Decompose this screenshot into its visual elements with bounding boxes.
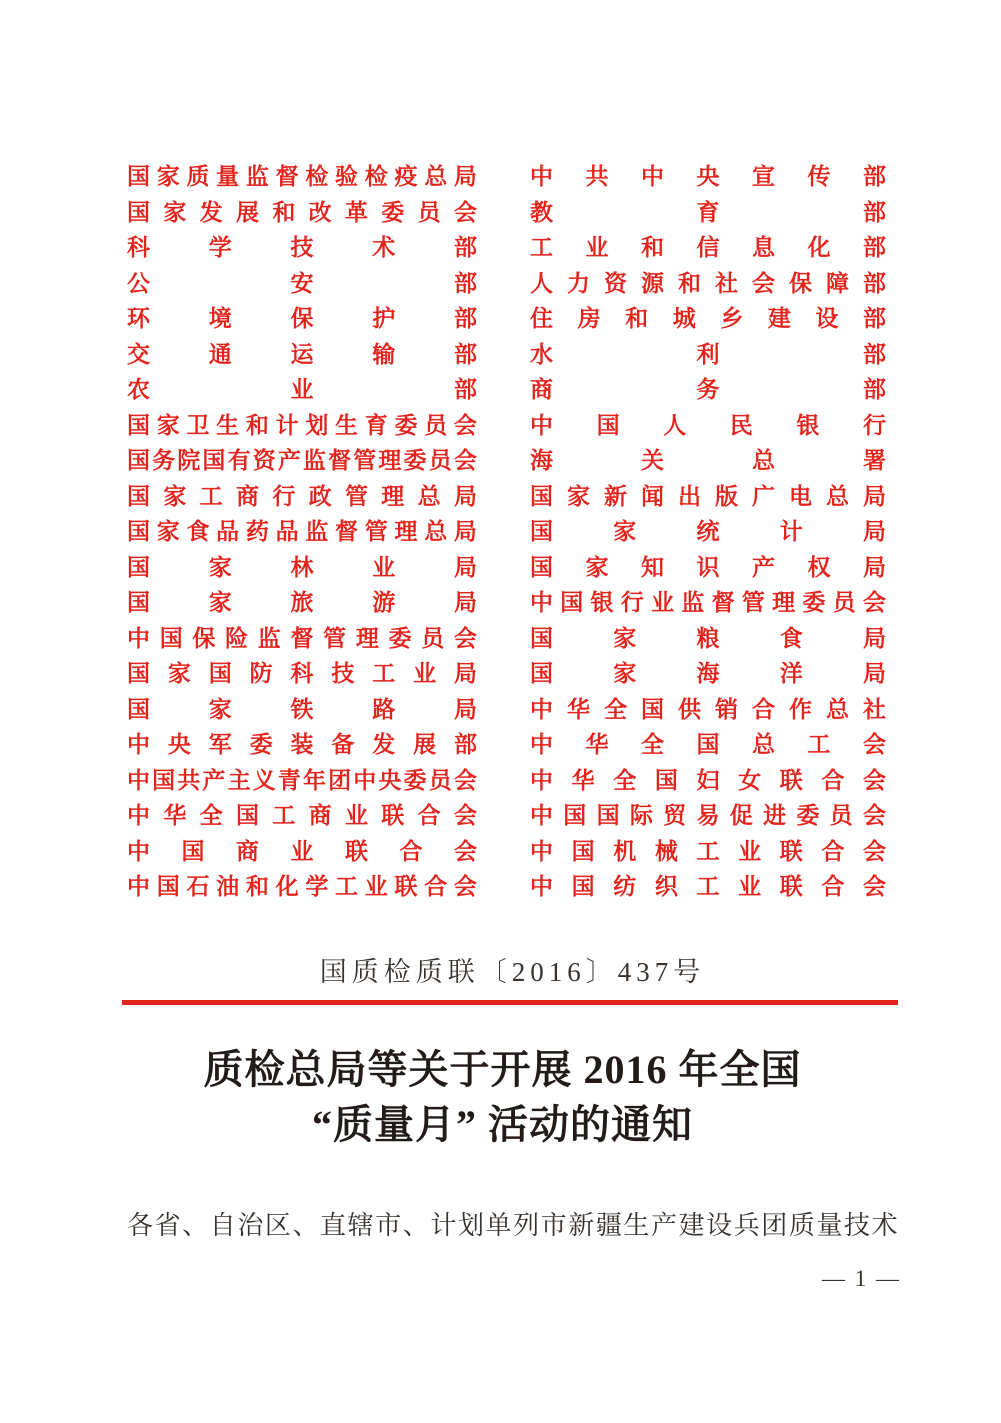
issuer-name: 中 华 全 国 总 工 会 <box>530 732 886 758</box>
page-number: — 1 — <box>822 1266 901 1291</box>
document-title-line2: “质量月” 活动的通知 <box>312 1102 693 1147</box>
issuer-name: 国 家 卫 生 和 计 划 生 育 委 员 会 <box>127 412 477 438</box>
issuer-name: 中 国 人 民 银 行 <box>530 412 886 438</box>
issuer-name: 中 华 全 国 工 商 业 联 合 会 <box>127 803 477 829</box>
issuer-name: 国 家 发 展 和 改 革 委 员 会 <box>127 199 477 225</box>
issuer-name: 国 家 铁 路 局 <box>127 696 477 722</box>
issuer-name: 中 国 机 械 工 业 联 合 会 <box>530 838 886 864</box>
issuer-name: 国 家 国 防 科 技 工 业 局 <box>127 661 477 687</box>
issuer-name: 国 家 林 业 局 <box>127 554 477 580</box>
issuer-name: 公 安 部 <box>127 270 477 296</box>
document-title-line1: 质检总局等关于开展 2016 年全国 <box>203 1047 802 1092</box>
issuer-name: 水 利 部 <box>530 341 886 367</box>
red-separator-rule <box>122 1000 898 1005</box>
issuer-name: 国 家 知 识 产 权 局 <box>530 554 886 580</box>
issuer-name: 中 国 银 行 业 监 督 管 理 委 员 会 <box>530 590 886 616</box>
document-number: 国质检质联〔2016〕437号 <box>319 957 706 987</box>
issuer-name: 国 家 食 品 药 品 监 督 管 理 总 局 <box>127 519 477 545</box>
issuer-name: 海 关 总 署 <box>530 448 886 474</box>
issuer-name: 科 学 技 术 部 <box>127 235 477 261</box>
issuer-name: 交 通 运 输 部 <box>127 341 477 367</box>
issuer-name: 住 房 和 城 乡 建 设 部 <box>530 306 886 332</box>
issuer-name: 国 家 统 计 局 <box>530 519 886 545</box>
issuer-name: 中 国 共 产 主 义 青 年 团 中 央 委 员 会 <box>127 767 477 793</box>
issuer-name: 中 央 军 委 装 备 发 展 部 <box>127 732 477 758</box>
issuer-name: 中 华 全 国 供 销 合 作 总 社 <box>530 696 886 722</box>
issuer-name: 中 共 中 央 宣 传 部 <box>530 164 886 190</box>
issuer-name: 国 家 质 量 监 督 检 验 检 疫 总 局 <box>127 164 477 190</box>
issuer-name: 环 境 保 护 部 <box>127 306 477 332</box>
issuer-name: 国 家 新 闻 出 版 广 电 总 局 <box>530 483 886 509</box>
issuer-name: 工 业 和 信 息 化 部 <box>530 235 886 261</box>
issuer-name: 人 力 资 源 和 社 会 保 障 部 <box>530 270 886 296</box>
issuer-name: 商 务 部 <box>530 377 886 403</box>
document-title <box>117 1042 888 1152</box>
issuer-name: 中 国 商 业 联 合 会 <box>127 838 477 864</box>
body-first-line: 各 省 、 自 治 区 、 直 辖 市 、 计 划 单 列 市 新 疆 生 产 建 设 兵 团 质 量 技 术 <box>127 1211 898 1240</box>
issuer-name: 国 家 旅 游 局 <box>127 590 477 616</box>
issuer-name: 农 业 部 <box>127 377 477 403</box>
issuer-name: 国 家 海 洋 局 <box>530 661 886 687</box>
issuer-name: 中 国 国 际 贸 易 促 进 委 员 会 <box>530 803 886 829</box>
issuer-name: 中 国 石 油 和 化 学 工 业 联 合 会 <box>127 874 477 900</box>
issuer-name: 中 国 纺 织 工 业 联 合 会 <box>530 874 886 900</box>
issuer-name: 国 务 院 国 有 资 产 监 督 管 理 委 员 会 <box>127 448 477 474</box>
issuer-list-right <box>530 159 886 905</box>
issuer-name: 中 华 全 国 妇 女 联 合 会 <box>530 767 886 793</box>
issuer-name: 中 国 保 险 监 督 管 理 委 员 会 <box>127 625 477 651</box>
issuer-list-left <box>127 159 477 905</box>
issuer-name: 国 家 工 商 行 政 管 理 总 局 <box>127 483 477 509</box>
issuer-name: 国 家 粮 食 局 <box>530 625 886 651</box>
issuer-name: 教 育 部 <box>530 199 886 225</box>
